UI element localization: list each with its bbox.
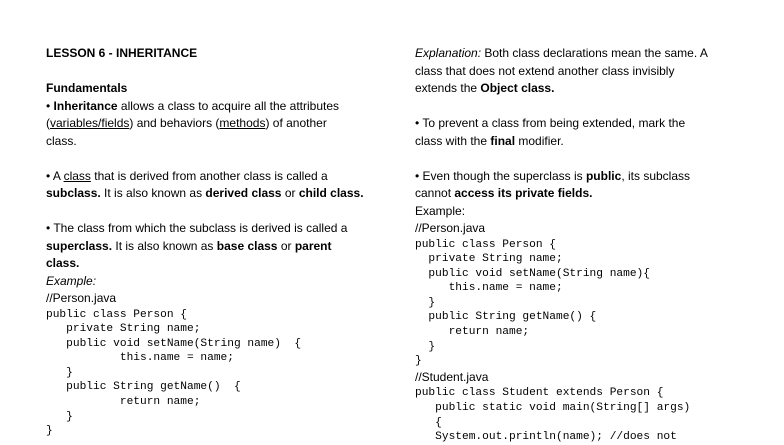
paragraph-line: • Inheritance allows a class to acquire all the attributes bbox=[46, 98, 340, 113]
code-line: return name; bbox=[415, 326, 530, 339]
code-line: { bbox=[415, 416, 442, 429]
code-line: public class Person { bbox=[415, 238, 556, 251]
paragraph-line: Explanation: Both class declarations mean the same. A bbox=[415, 46, 708, 60]
code-line: } bbox=[46, 410, 73, 423]
code-line: System.out.println(name); //does not bbox=[415, 431, 677, 444]
paragraph-line: class. bbox=[46, 256, 80, 270]
code-line: public String getName() { bbox=[46, 381, 241, 394]
example-label: Example: bbox=[46, 273, 97, 288]
code-line: public void setName(String name) { bbox=[46, 337, 302, 350]
code-block bbox=[415, 238, 745, 369]
code-line: return name; bbox=[46, 396, 201, 409]
code-line: this.name = name; bbox=[415, 282, 563, 295]
paragraph-line: • The class from which the subclass is derived is called a bbox=[46, 221, 348, 235]
code-line: public class Person { bbox=[46, 308, 187, 321]
code-line: this.name = name; bbox=[46, 352, 234, 365]
code-line: } bbox=[415, 340, 436, 353]
paragraph-line: (variables/fields) and behaviors (methods) of another bbox=[46, 116, 327, 130]
paragraph-line: extends the Object class. bbox=[415, 81, 555, 95]
paragraph-line: class that does not extend another class invisibly bbox=[415, 63, 675, 78]
paragraph-line: • Even though the superclass is public, its subclass bbox=[415, 168, 691, 183]
paragraph-line: class. bbox=[46, 133, 77, 148]
code-line: private String name; bbox=[46, 323, 201, 336]
code-block bbox=[415, 386, 745, 444]
left-column bbox=[46, 45, 376, 439]
code-line: } bbox=[415, 296, 436, 309]
code-line: } bbox=[46, 366, 73, 379]
code-line: } bbox=[46, 425, 53, 438]
paragraph-line: • To prevent a class from being extended, mark the bbox=[415, 116, 686, 130]
code-line: public static void main(String[] args) bbox=[415, 401, 691, 414]
code-line: public class Student extends Person { bbox=[415, 387, 664, 400]
code-line: public String getName() { bbox=[415, 311, 597, 324]
file-label: //Student.java bbox=[415, 369, 489, 384]
right-column bbox=[415, 45, 745, 445]
code-block bbox=[46, 308, 376, 439]
example-label: Example: bbox=[415, 203, 466, 218]
paragraph-line: • A class that is derived from another class is called a bbox=[46, 168, 328, 183]
paragraph-line: superclass. It is also known as base class or parent bbox=[46, 238, 332, 253]
code-line: private String name; bbox=[415, 253, 563, 266]
paragraph-line: cannot access its private fields. bbox=[415, 186, 593, 200]
code-line: } bbox=[415, 355, 422, 368]
section-heading: Fundamentals bbox=[46, 81, 128, 95]
lesson-title: LESSON 6 - INHERITANCE bbox=[46, 46, 198, 60]
code-line: public void setName(String name){ bbox=[415, 267, 650, 280]
paragraph-line: subclass. It is also known as derived class or child class. bbox=[46, 186, 364, 200]
file-label: //Person.java bbox=[46, 291, 117, 305]
file-label: //Person.java bbox=[415, 221, 486, 235]
paragraph-line: class with the final modifier. bbox=[415, 133, 564, 148]
